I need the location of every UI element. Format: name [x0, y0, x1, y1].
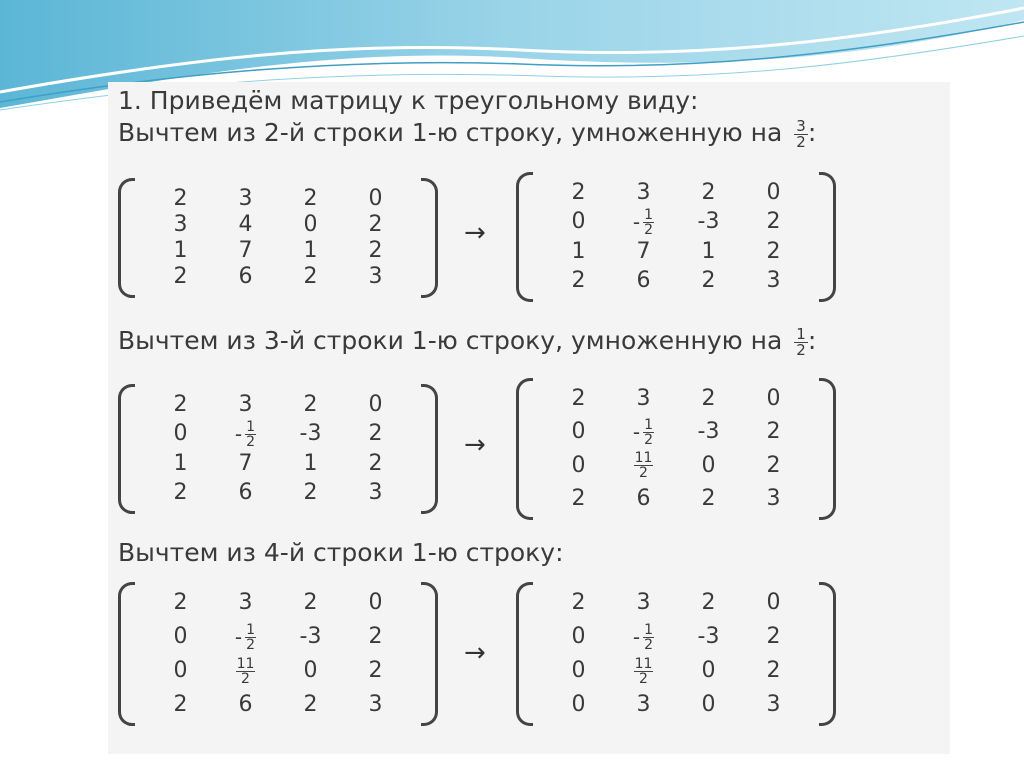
matrix-row	[546, 417, 806, 447]
minus-sign: -	[632, 625, 641, 649]
matrix-row	[546, 384, 806, 414]
matrix-row	[546, 622, 806, 652]
matrix-cell: 1	[571, 238, 586, 264]
right-bracket	[819, 172, 836, 302]
right-bracket	[421, 582, 438, 726]
matrix-cell: 2	[368, 658, 383, 683]
matrix-cell: 2	[303, 590, 318, 615]
matrix-cell: 0	[701, 452, 716, 478]
matrix-cell: 2	[173, 480, 188, 505]
matrix-cell: 2	[571, 180, 586, 205]
matrix-2a	[118, 384, 438, 514]
step-3-line	[118, 538, 564, 567]
matrix-cell: 0	[368, 590, 383, 615]
matrix-cell: 1	[173, 238, 188, 263]
step-2-colon: :	[807, 326, 817, 355]
matrix-cell: 3	[173, 212, 188, 237]
minus-sign: -	[632, 420, 641, 445]
matrix-cell: 2	[701, 486, 716, 511]
matrix-row	[148, 449, 408, 479]
heading-text: 1. Приведём матрицу к треугольному виду:	[118, 86, 699, 115]
fraction-numerator: 11	[634, 655, 653, 672]
matrix-cell: -3	[697, 624, 720, 649]
matrix-cell: 2	[368, 450, 383, 476]
matrix-cell: 1	[303, 238, 318, 263]
matrix-cell: 0	[303, 212, 318, 237]
matrix-cell: 2	[368, 624, 383, 649]
slide-content	[108, 82, 950, 754]
minus-sign: -	[632, 210, 641, 235]
fraction-denominator: 2	[639, 670, 648, 687]
fraction-numerator: 1	[246, 621, 256, 638]
step-1-text: Вычтем из 2-й строки 1-ю строку, умноженную на	[118, 118, 783, 147]
matrix-row	[148, 390, 408, 420]
matrix-cell: 7	[636, 238, 651, 264]
matrix-row	[546, 207, 806, 237]
fraction-denominator: 2	[644, 636, 654, 653]
matrix-row	[546, 266, 806, 296]
matrix-1b	[516, 172, 836, 302]
fraction-denominator: 2	[246, 433, 256, 450]
matrix-cell: 1	[173, 450, 188, 476]
matrix-cell: 2	[766, 624, 781, 649]
matrix-cell: 2	[173, 692, 188, 717]
fraction-denominator: 2	[639, 465, 648, 482]
left-bracket	[516, 378, 533, 520]
matrix-cell: 2	[766, 209, 781, 235]
matrix-cell: 0	[571, 452, 586, 478]
matrix-cell: 0	[766, 180, 781, 205]
matrix-cell: 3	[766, 268, 781, 293]
matrix-cell: 6	[238, 480, 253, 505]
matrix-cell	[611, 622, 676, 652]
left-bracket	[118, 178, 135, 298]
matrix-cell: 0	[303, 658, 318, 683]
matrix-row	[546, 178, 806, 208]
cell-fraction	[643, 208, 654, 237]
matrix-cell: -3	[697, 209, 720, 235]
matrix-cell: 0	[368, 186, 383, 211]
matrix-cell: 3	[766, 486, 781, 511]
arrow-3: →	[464, 638, 486, 668]
right-bracket	[421, 384, 438, 514]
matrix-cell: 1	[701, 238, 716, 264]
step-1-colon: :	[807, 118, 817, 147]
fraction-numerator: 1	[644, 416, 654, 433]
matrix-row	[148, 262, 408, 292]
matrix-row	[546, 237, 806, 267]
matrix-cell: 2	[766, 419, 781, 445]
matrix-2b	[516, 378, 836, 520]
matrix-cell: 7	[238, 450, 253, 476]
matrix-cell: 3	[368, 692, 383, 717]
matrix-row	[546, 690, 806, 720]
fraction-denominator: 2	[644, 431, 654, 448]
matrix-cell: 2	[571, 486, 586, 511]
cell-fraction	[643, 623, 654, 652]
matrix-cell: 2	[303, 186, 318, 211]
matrix-cell: 2	[571, 386, 586, 411]
matrix-cell: 3	[238, 186, 253, 211]
matrix-cell: 3	[766, 692, 781, 717]
matrix-cell: 2	[368, 238, 383, 263]
matrix-cell: 0	[571, 209, 586, 235]
matrix-cell: 2	[766, 238, 781, 264]
fraction-numerator: 1	[644, 621, 654, 638]
matrix-cell: 2	[173, 264, 188, 289]
matrix-cell: 2	[368, 212, 383, 237]
matrix-row	[148, 588, 408, 618]
fraction-denominator: 2	[241, 670, 250, 687]
minus-sign: -	[234, 422, 243, 447]
left-bracket	[516, 172, 533, 302]
matrix-cell: 2	[701, 180, 716, 205]
matrix-row	[546, 484, 806, 514]
matrix-cell: 3	[636, 180, 651, 205]
matrix-cell	[611, 207, 676, 237]
matrix-cell: -3	[299, 624, 322, 649]
matrix-row	[148, 478, 408, 508]
matrix-cell: 0	[766, 386, 781, 411]
left-bracket	[118, 582, 135, 726]
step-3-text: Вычтем из 4-й строки 1-ю строку:	[118, 538, 564, 567]
matrix-cell: 7	[238, 238, 253, 263]
matrix-cell: 2	[368, 421, 383, 447]
fraction-numerator: 1	[644, 206, 654, 223]
arrow-1: →	[464, 218, 486, 248]
matrix-1a	[118, 178, 438, 298]
right-bracket	[819, 378, 836, 520]
matrix-cell: 2	[303, 692, 318, 717]
fraction-denominator: 2	[796, 340, 806, 359]
matrix-cell: 2	[303, 480, 318, 505]
matrix-cell: 2	[173, 590, 188, 615]
matrix-cell: 2	[701, 268, 716, 293]
matrix-cell: 2	[173, 392, 188, 417]
matrix-cell: 3	[238, 590, 253, 615]
matrix-cell	[611, 451, 676, 481]
matrix-row	[148, 656, 408, 686]
matrix-cell: -3	[299, 421, 322, 447]
matrix-row	[546, 588, 806, 618]
matrix-cell: 6	[636, 268, 651, 293]
matrix-cell: 2	[571, 590, 586, 615]
right-bracket	[421, 178, 438, 298]
matrix-row	[148, 419, 408, 449]
left-bracket	[118, 384, 135, 514]
matrix-cell: 2	[303, 392, 318, 417]
matrix-cell: 2	[173, 186, 188, 211]
matrix-cell: 2	[303, 264, 318, 289]
matrix-cell	[213, 419, 278, 449]
step-2-text: Вычтем из 3-й строки 1-ю строку, умноженную на	[118, 326, 783, 355]
matrix-cell: 1	[303, 450, 318, 476]
fraction-numerator: 1	[246, 418, 256, 435]
minus-sign: -	[234, 625, 243, 649]
matrix-cell: 0	[571, 658, 586, 683]
matrix-cell: 3	[636, 386, 651, 411]
matrix-3a	[118, 582, 438, 726]
cell-fraction	[236, 657, 256, 686]
matrix-cell: 2	[766, 452, 781, 478]
arrow-2: →	[464, 430, 486, 460]
matrix-cell: 0	[701, 658, 716, 683]
matrix-3b	[516, 582, 836, 726]
matrix-cell: 2	[701, 590, 716, 615]
matrix-row	[148, 690, 408, 720]
cell-fraction	[634, 451, 654, 480]
right-bracket	[819, 582, 836, 726]
matrix-cell	[611, 417, 676, 447]
fraction-denominator: 2	[644, 221, 654, 238]
cell-fraction	[245, 623, 256, 652]
matrix-cell	[213, 622, 278, 652]
fraction-numerator: 3	[796, 116, 806, 135]
step-2-fraction	[794, 324, 808, 359]
matrix-cell: 3	[238, 392, 253, 417]
matrix-cell: 0	[571, 692, 586, 717]
matrix-cell: -3	[697, 419, 720, 445]
step-1-line	[118, 118, 816, 150]
matrix-cell: 0	[701, 692, 716, 717]
left-bracket	[516, 582, 533, 726]
matrix-cell: 0	[571, 624, 586, 649]
fraction-denominator: 2	[796, 132, 806, 151]
matrix-cell: 6	[636, 486, 651, 511]
step-1-fraction	[794, 116, 808, 151]
matrix-cell: 3	[636, 590, 651, 615]
matrix-cell: 0	[368, 392, 383, 417]
matrix-cell: 3	[368, 480, 383, 505]
matrix-cell	[611, 656, 676, 686]
cell-fraction	[643, 418, 654, 447]
matrix-cell: 4	[238, 212, 253, 237]
matrix-cell: 0	[571, 419, 586, 445]
fraction-numerator: 11	[236, 655, 255, 672]
matrix-cell: 3	[368, 264, 383, 289]
matrix-cell: 0	[766, 590, 781, 615]
matrix-row	[546, 451, 806, 481]
fraction-numerator: 1	[796, 324, 806, 343]
matrix-cell: 0	[173, 658, 188, 683]
matrix-cell: 2	[766, 658, 781, 683]
cell-fraction	[634, 657, 654, 686]
matrix-row	[546, 656, 806, 686]
step-2-line	[118, 326, 816, 358]
matrix-cell: 0	[173, 624, 188, 649]
heading-line	[118, 86, 698, 115]
fraction-denominator: 2	[246, 636, 256, 653]
matrix-cell	[213, 656, 278, 686]
matrix-row	[148, 622, 408, 652]
cell-fraction	[245, 420, 256, 449]
matrix-cell: 2	[701, 386, 716, 411]
matrix-cell: 0	[173, 421, 188, 447]
matrix-cell: 2	[571, 268, 586, 293]
matrix-cell: 6	[238, 692, 253, 717]
matrix-cell: 3	[636, 692, 651, 717]
fraction-numerator: 11	[634, 450, 653, 467]
matrix-cell: 6	[238, 264, 253, 289]
